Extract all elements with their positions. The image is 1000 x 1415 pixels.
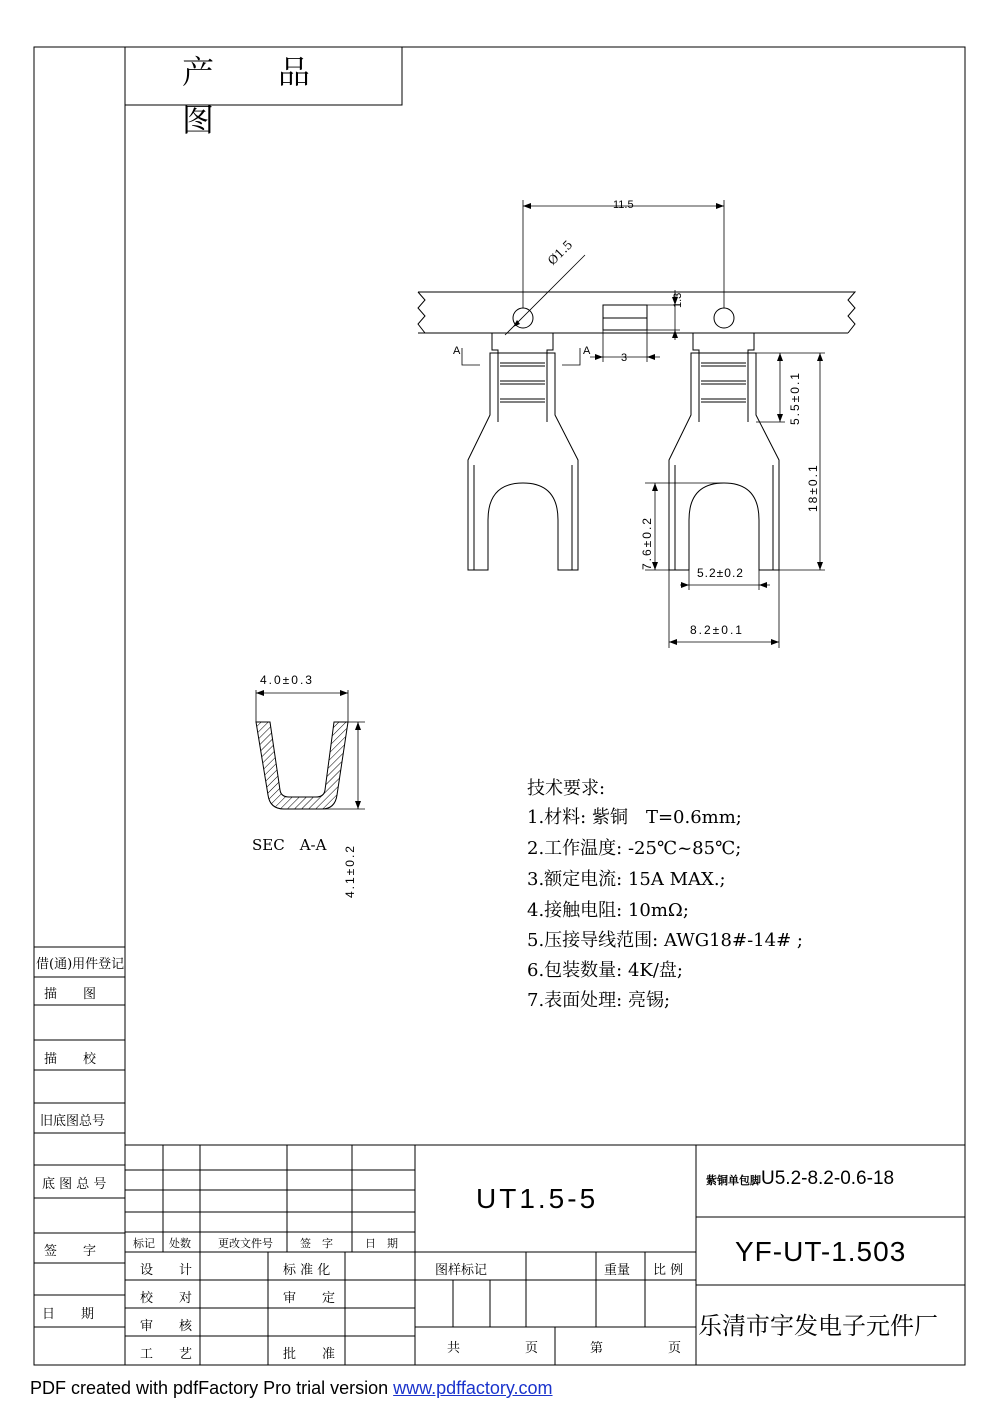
footer-link[interactable]: www.pdffactory.com [393, 1378, 553, 1398]
tb-h-count: 处数 [169, 1237, 191, 1250]
tb-h-doc: 更改文件号 [218, 1237, 273, 1250]
tb-audit: 审 核 [140, 1319, 193, 1334]
dim-hole-dia: Ø1.5 [545, 237, 576, 268]
dim-tab-height: 1.3 [672, 292, 684, 308]
tb-h-sign: 签 字 [300, 1237, 333, 1250]
dim-slot-depth: 7.6±0.2 [640, 516, 654, 570]
tech-item-finish: 7.表面处理: 亮锡; [527, 990, 671, 1011]
section-mark-right: A [583, 345, 591, 357]
tb-review: 审 定 [283, 1291, 336, 1306]
tb-total-pages: 共 页 [447, 1341, 539, 1356]
tech-heading: 技术要求: [527, 778, 606, 799]
tech-item-packing: 6.包装数量: 4K/盘; [527, 960, 683, 981]
material-code [706, 1168, 894, 1190]
dimension-lines [462, 200, 825, 648]
footer-text: PDF created with pdfFactory Pro trial version [30, 1378, 394, 1398]
section-view [256, 722, 348, 809]
material-code-value: U5.2-8.2-0.6-18 [761, 1168, 895, 1189]
section-mark-left: A [453, 345, 461, 357]
left-sign-label: 签 字 [44, 1244, 97, 1259]
dim-sec-height: 4.1±0.2 [343, 844, 357, 898]
tb-craft: 工 艺 [140, 1347, 193, 1362]
left-base-no-label: 底 图 总 号 [42, 1177, 107, 1192]
tech-item-resistance: 4.接触电阻: 10mΩ; [527, 900, 689, 921]
product-drawing-title-2: 图 [182, 101, 215, 139]
dim-slot-width: 5.2±0.2 [697, 566, 744, 580]
dim-total-len: 18±0.1 [806, 463, 820, 512]
tech-item-temp: 2.工作温度: -25℃~85℃; [527, 838, 742, 859]
tb-scale: 比 例 [653, 1263, 684, 1278]
left-check-label: 描 校 [44, 1052, 97, 1067]
tb-h-date: 日 期 [365, 1237, 398, 1250]
dim-fork-width: 8.2±0.1 [690, 623, 744, 637]
dim-tab-width: 3 [621, 352, 628, 364]
tb-check: 校 对 [140, 1291, 193, 1306]
product-drawing-title: 产 品 [182, 53, 311, 91]
company-name: 乐清市宇发电子元件厂 [698, 1312, 938, 1340]
tech-item-current: 3.额定电流: 15A MAX.; [527, 869, 726, 890]
tech-item-material: 1.材料: 紫铜 T=0.6mm; [527, 807, 742, 828]
left-date-label: 日 期 [42, 1307, 95, 1322]
tb-page-no: 第 页 [590, 1341, 682, 1356]
tb-design: 设 计 [140, 1263, 193, 1278]
tb-std: 标 准 化 [283, 1263, 331, 1278]
tb-approve: 批 准 [283, 1347, 336, 1362]
dim-sec-width: 4.0±0.3 [260, 673, 314, 687]
pdf-footer [30, 1378, 553, 1399]
left-trace-label: 描 图 [44, 987, 97, 1002]
material-code-prefix: 紫铜单包脚 [706, 1174, 761, 1187]
tb-h-mark: 标记 [133, 1237, 155, 1250]
section-label: SEC A-A [252, 836, 327, 854]
left-old-no-label: 旧底图总号 [40, 1114, 106, 1129]
drawing-number: YF-UT-1.503 [735, 1236, 907, 1267]
tb-weight: 重量 [604, 1263, 631, 1278]
tech-item-wire-range: 5.压接导线范围: AWG18#-14# ; [527, 930, 803, 951]
left-reg-label: 借(通)用件登记 [36, 957, 125, 972]
terminal-strip [418, 292, 855, 570]
product-name: UT1.5-5 [476, 1183, 599, 1214]
dim-barrel-len: 5.5±0.1 [788, 371, 802, 425]
tb-pattern-mark: 图样标记 [435, 1263, 488, 1278]
dim-pitch: 11.5 [613, 199, 634, 211]
